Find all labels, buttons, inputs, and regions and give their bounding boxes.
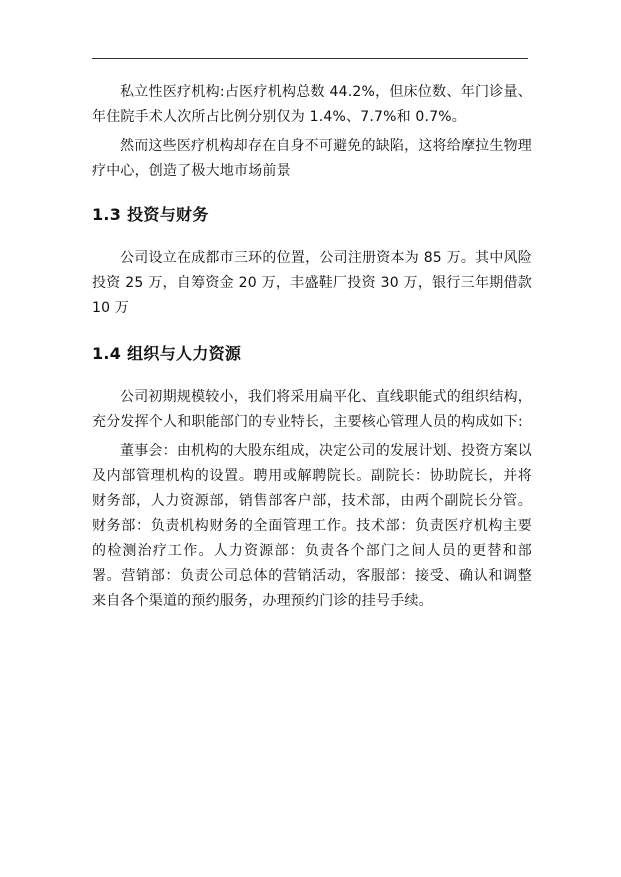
section-paragraph-management-structure: 董事会：由机构的大股东组成，决定公司的发展计划、投资方案以及内部管理机构的设置。聘用或解聘院长。副院长：协助院长，并将财务部，人力资源部，销售部客户部，技术部，由两个副院长分管。财务部：负责机构财务的全面管理工作。技术部：负责医疗机构主要的检测治疗工作。人力资源部：负责各个部门之间人员的更替和部署。营销部：负责公司总体的营销活动，客服部：接受、确认和调整来自各个渠道的预约服务，办理预约门诊的挂号手续。 [92,443,532,609]
document-body [92,80,532,614]
section-heading-investment-finance: 1.3 投资与财务 [92,205,209,224]
section-heading-organization-hr: 1.4 组织与人力资源 [92,344,242,363]
intro-paragraph-2: 然而这些医疗机构却存在自身不可避免的缺陷，这将给摩拉生物理疗中心，创造了极大地市场前景 [92,138,532,179]
section-paragraph-investment-finance: 公司设立在成都市三环的位置，公司注册资本为 85 万。其中风险投资 25 万，自筹资金 20 万，丰盛鞋厂投资 30 万，银行三年期借款 10 万 [92,250,532,316]
header-rule [92,58,528,59]
section-paragraph-organization-overview: 公司初期规模较小，我们将采用扁平化、直线职能式的组织结构，充分发挥个人和职能部门的专业特长，主要核心管理人员的构成如下: [92,389,532,430]
intro-paragraph-1: 私立性医疗机构:占医疗机构总数 44.2%，但床位数、年门诊量、年住院手术人次所占比例分别仅为 1.4%、7.7%和 0.7%。 [92,84,532,125]
